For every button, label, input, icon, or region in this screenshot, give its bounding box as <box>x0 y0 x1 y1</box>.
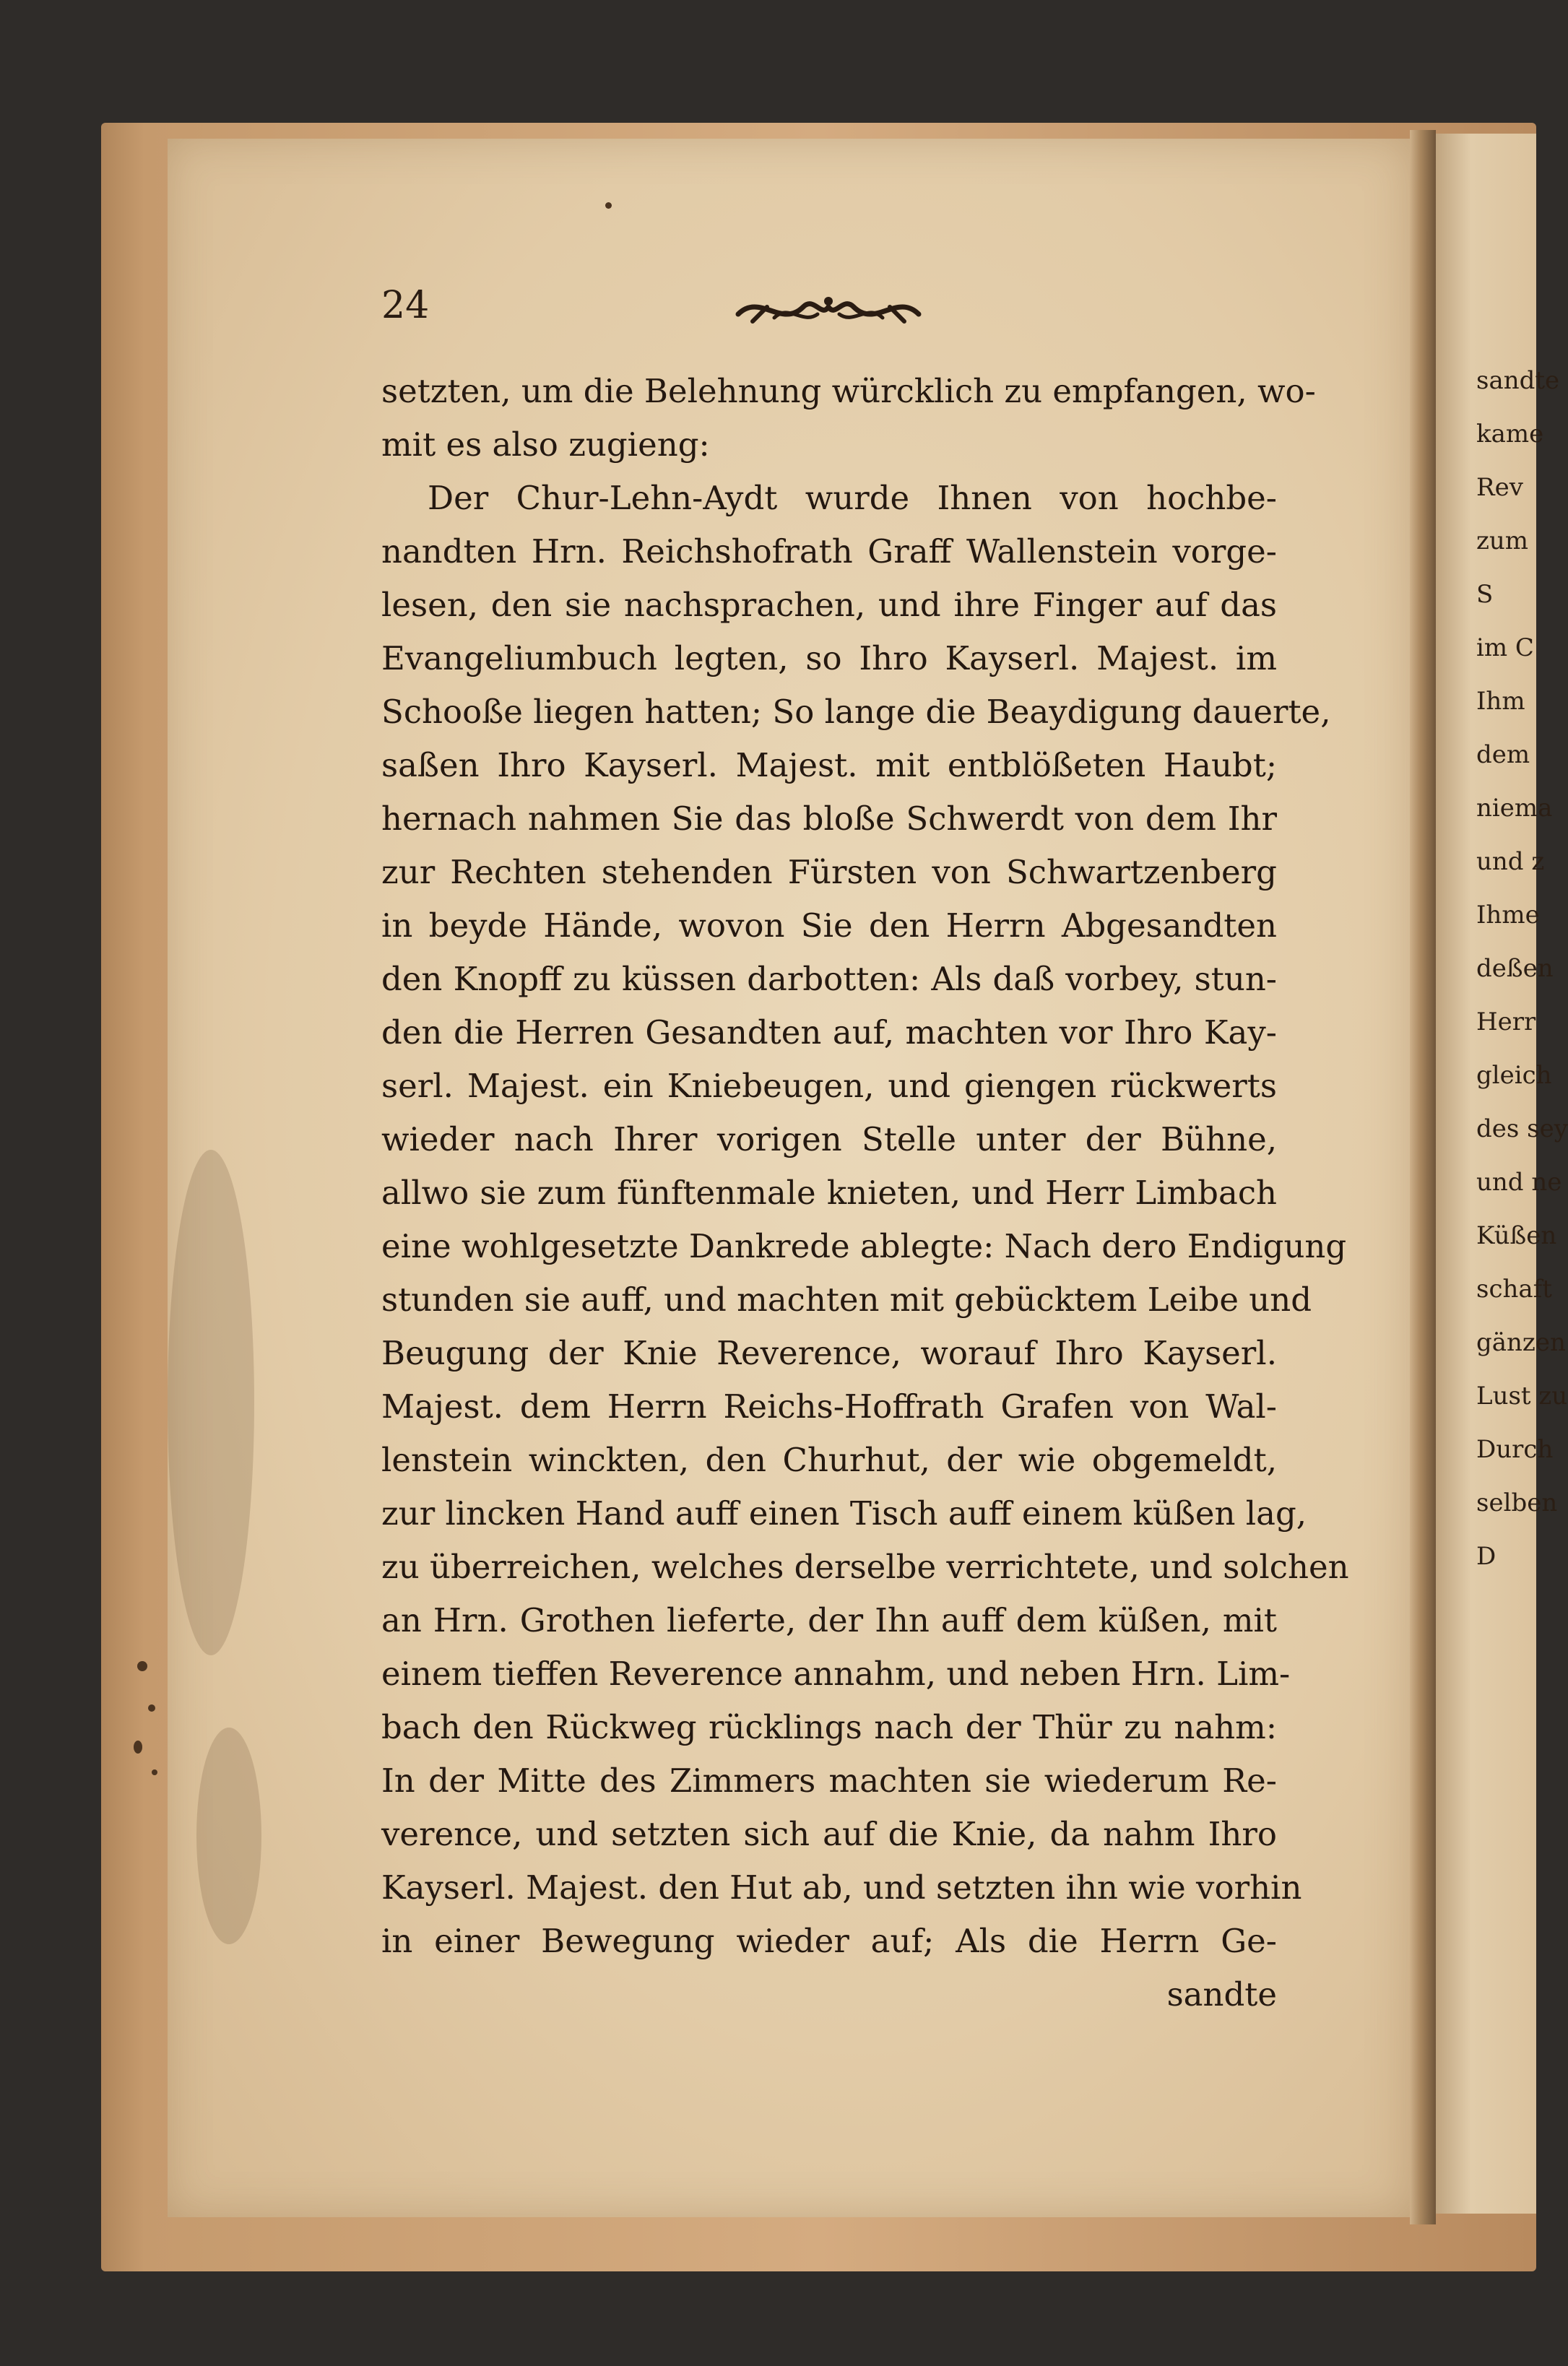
foxing-stain <box>168 1150 254 1655</box>
facing-fragment: zum <box>1476 526 1529 555</box>
text-line: zur Rechten stehenden Fürsten von Schwartzenberg <box>381 853 1277 891</box>
ink-spot <box>152 1769 157 1775</box>
text-line: Schooße liegen hatten; So lange die Beaydigung dauerte, <box>381 693 1331 731</box>
facing-fragment: schaft <box>1476 1275 1552 1304</box>
facing-fragment: des sey <box>1476 1114 1568 1143</box>
text-line: verence, und setzten sich auf die Knie, da nahm Ihro <box>381 1815 1277 1853</box>
text-line: wieder nach Ihrer vorigen Stelle unter der Bühne, <box>381 1120 1277 1158</box>
facing-fragment: Durch <box>1476 1435 1554 1464</box>
facing-page-fragments <box>1476 354 1568 1639</box>
facing-fragment: kame <box>1476 420 1544 448</box>
facing-fragment: dem <box>1476 740 1530 769</box>
ink-spot <box>137 1661 147 1671</box>
facing-fragment: gleich <box>1476 1061 1552 1090</box>
text-line: Beugung der Knie Reverence, worauf Ihro Kayserl. <box>381 1334 1277 1372</box>
text-line: setzten, um die Belehnung würcklich zu empfangen, wo- <box>381 372 1316 410</box>
gutter-shadow-line <box>1426 231 1429 1964</box>
text-line: den die Herren Gesandten auf, machten vor Ihro Kay- <box>381 1013 1277 1052</box>
text-line: in einer Bewegung wieder auf; Als die Herrn Ge- <box>381 1922 1277 1960</box>
book-gutter <box>1410 130 1436 2224</box>
facing-fragment: und z <box>1476 847 1545 876</box>
page-number: 24 <box>381 284 430 327</box>
text-line: In der Mitte des Zimmers machten sie wiederum Re- <box>381 1762 1277 1800</box>
text-line: Evangeliumbuch legten, so Ihro Kayserl. Majest. im <box>381 639 1277 677</box>
facing-fragment: sandte <box>1476 366 1560 395</box>
text-line: den Knopff zu küssen darbotten: Als daß vorbey, stun- <box>381 960 1277 998</box>
body-text <box>381 365 1349 2022</box>
facing-fragment: Rev <box>1476 473 1523 502</box>
text-line: Majest. dem Herrn Reichs-Hoffrath Grafen von Wal- <box>381 1387 1277 1426</box>
ink-spot <box>148 1704 155 1712</box>
text-line: lenstein winckten, den Churhut, der wie obgemeldt, <box>381 1441 1277 1479</box>
facing-fragment: Lust zu <box>1476 1382 1568 1410</box>
text-line: lesen, den sie nachsprachen, und ihre Finger auf das <box>381 586 1277 624</box>
text-line: einem tieffen Reverence annahm, und neben Hrn. Lim- <box>381 1655 1291 1693</box>
header-ornament <box>731 285 926 336</box>
text-line: zur lincken Hand auff einen Tisch auff einem küßen lag, <box>381 1494 1307 1533</box>
text-line: Kayserl. Majest. den Hut ab, und setzten ihn wie vorhin <box>381 1868 1302 1907</box>
foxing-stain <box>196 1728 261 1944</box>
text-line: allwo sie zum fünftenmale knieten, und Herr Limbach <box>381 1174 1277 1212</box>
facing-fragment: D <box>1476 1542 1496 1571</box>
text-line: an Hrn. Grothen lieferte, der Ihn auff dem küßen, mit <box>381 1601 1277 1639</box>
text-line: eine wohlgesetzte Dankrede ablegte: Nach dero Endigung <box>381 1227 1347 1265</box>
text-line: saßen Ihro Kayserl. Majest. mit entblößeten Haubt; <box>381 746 1277 784</box>
facing-fragment: und ne <box>1476 1168 1562 1197</box>
text-line: stunden sie auff, und machten mit gebücktem Leibe und <box>381 1280 1312 1319</box>
facing-fragment: Herr <box>1476 1008 1536 1036</box>
text-line: zu überreichen, welches derselbe verrichtete, und solchen <box>381 1548 1349 1586</box>
text-line: in beyde Hände, wovon Sie den Herrn Abgesandten <box>381 906 1277 945</box>
facing-fragment: Ihm <box>1476 687 1525 716</box>
facing-fragment: S <box>1476 580 1494 609</box>
facing-fragment: selben <box>1476 1488 1558 1517</box>
facing-fragment: deßen <box>1476 954 1554 983</box>
text-line: serl. Majest. ein Kniebeugen, und giengen rückwerts <box>381 1067 1277 1105</box>
facing-fragment: im C <box>1476 633 1534 662</box>
facing-fragment: Küßen <box>1476 1221 1557 1250</box>
text-line: bach den Rückweg rücklings nach der Thür zu nahm: <box>381 1708 1277 1746</box>
facing-fragment: gänzen <box>1476 1328 1566 1357</box>
catchword: sandte <box>1166 1975 1277 2014</box>
ink-spot <box>134 1741 142 1754</box>
ink-spot <box>605 202 612 209</box>
facing-fragment: niema <box>1476 794 1553 823</box>
text-line: hernach nahmen Sie das bloße Schwerdt von dem Ihr <box>381 800 1277 838</box>
text-line: nandten Hrn. Reichshofrath Graff Wallenstein vorge- <box>381 532 1277 571</box>
text-line: Der Chur-Lehn-Aydt wurde Ihnen von hochbe- <box>428 479 1277 517</box>
facing-fragment: Ihme <box>1476 901 1540 930</box>
text-line: mit es also zugieng: <box>381 425 710 464</box>
